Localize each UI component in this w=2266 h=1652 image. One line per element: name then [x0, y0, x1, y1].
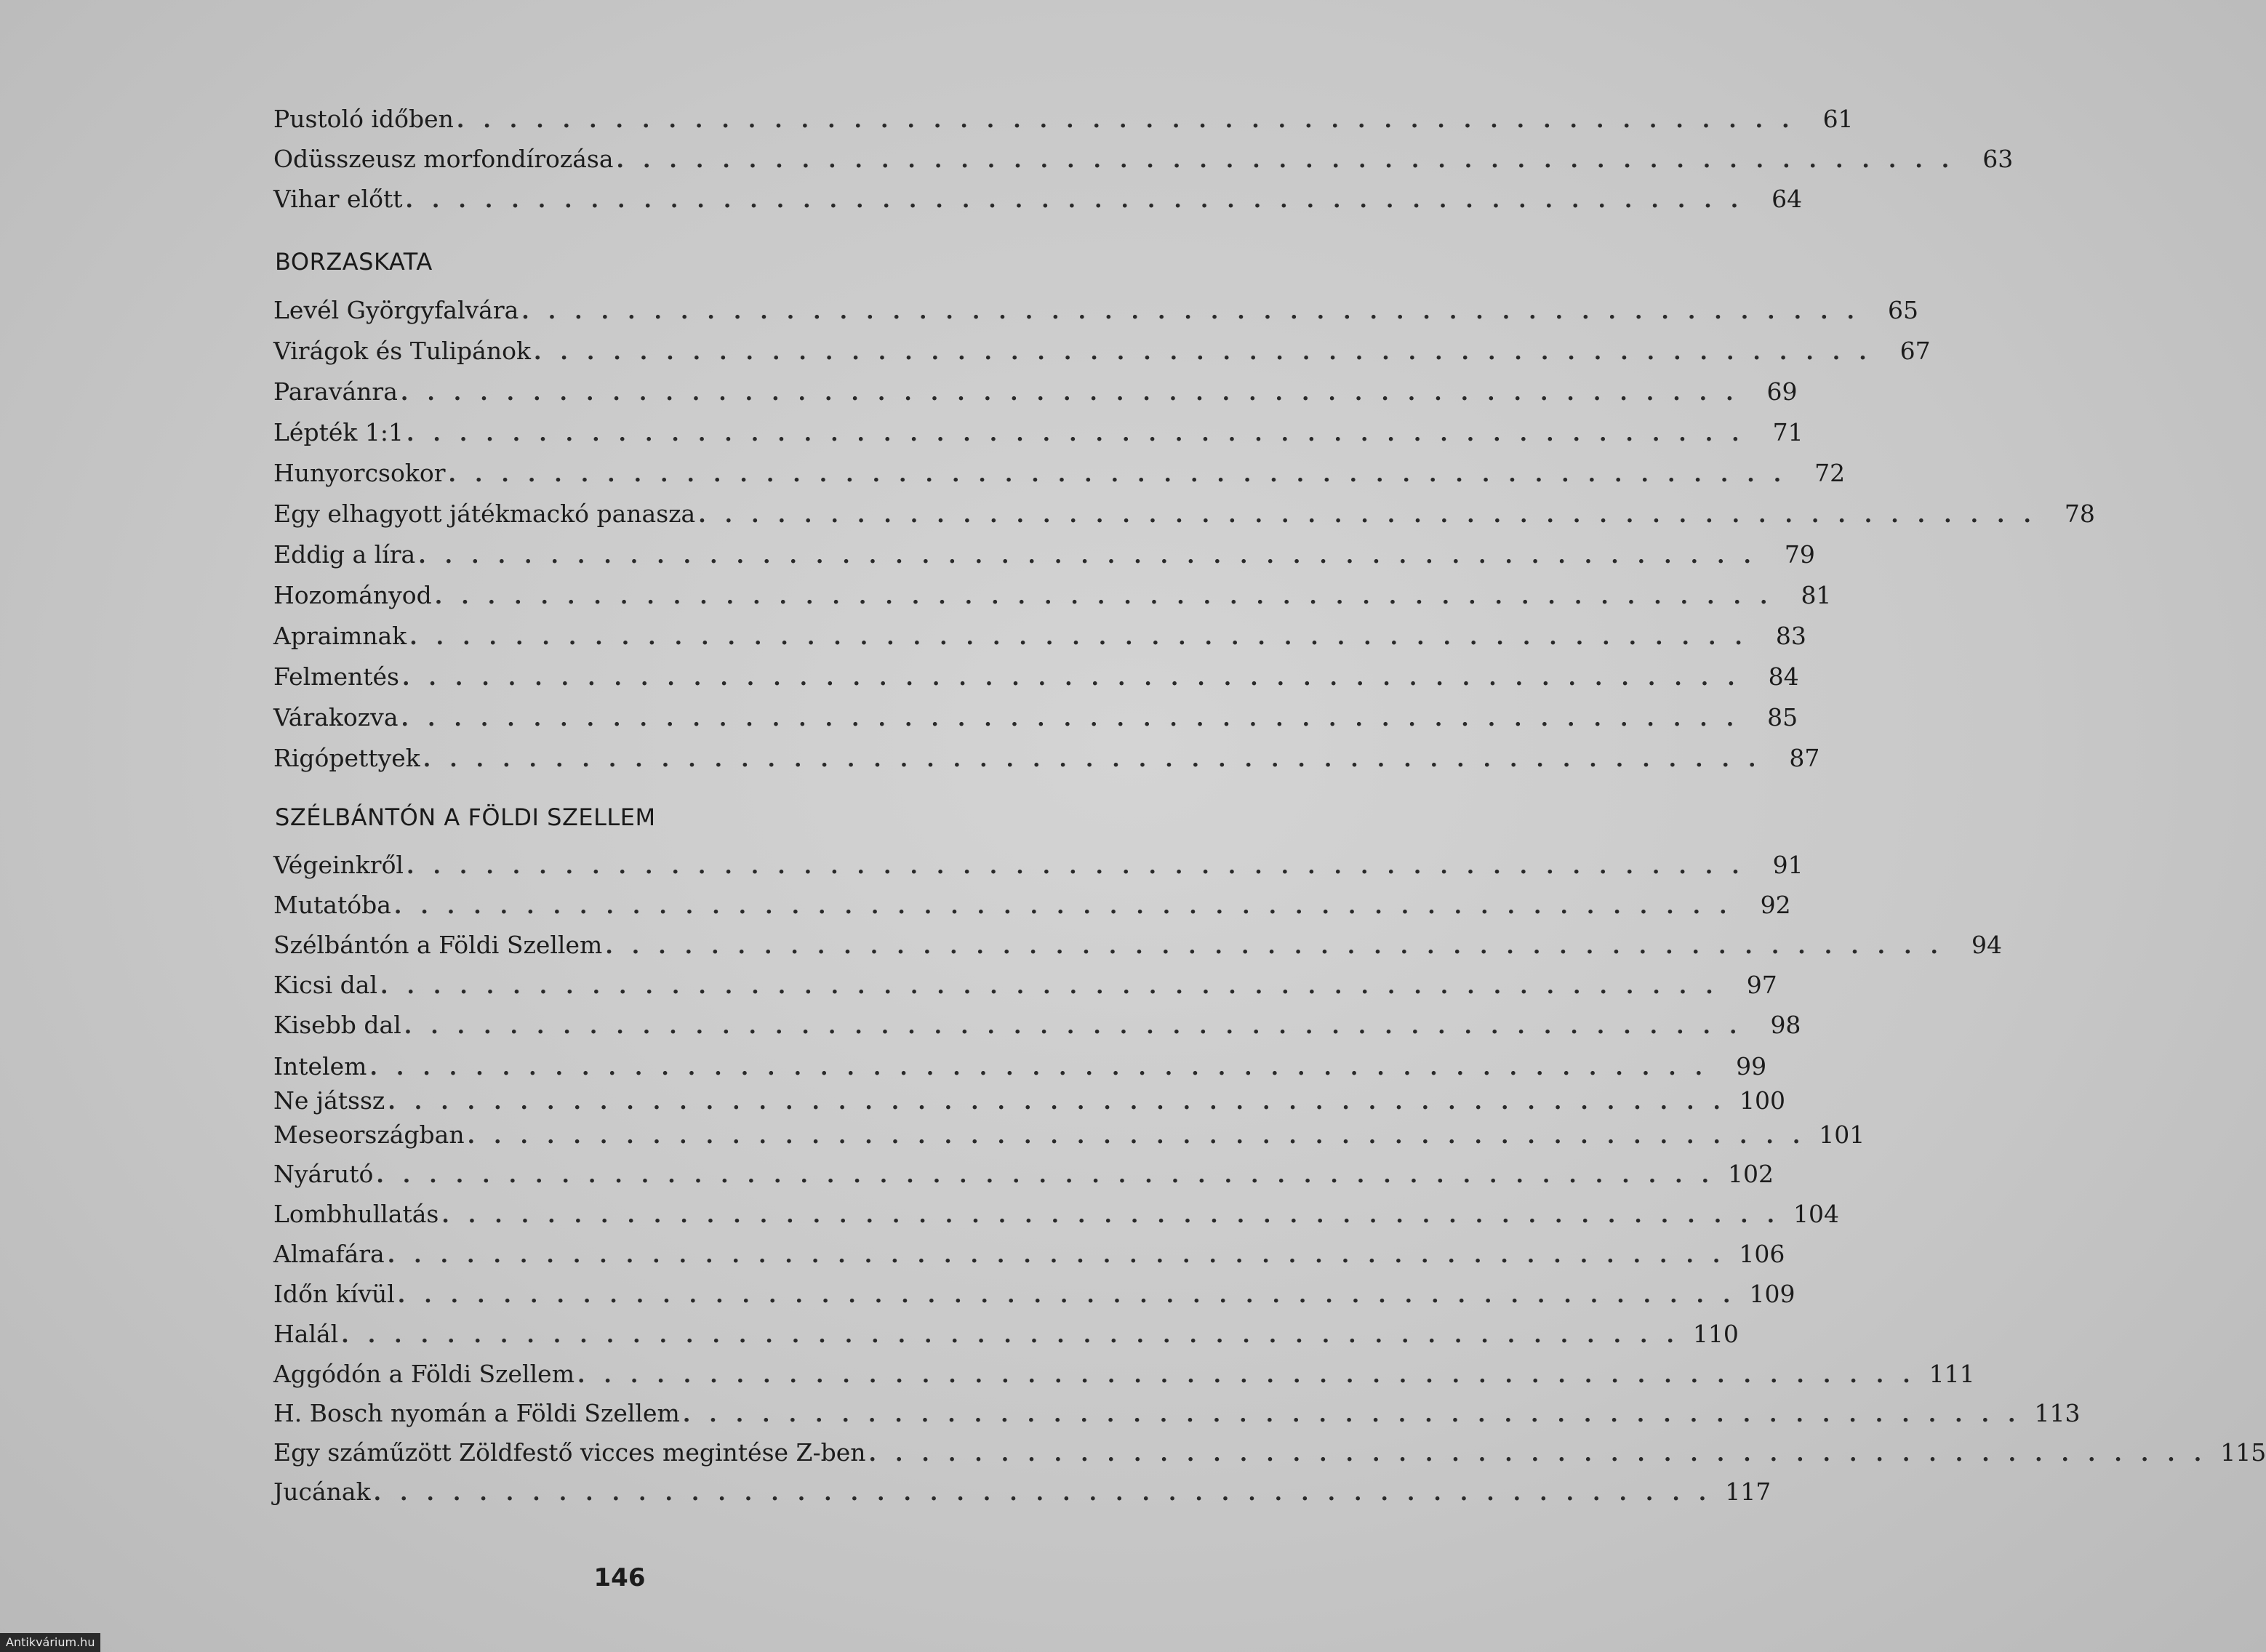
toc-entry: [273, 1118, 1865, 1152]
toc-entry: [273, 888, 1791, 923]
entry-page: 65: [1887, 296, 1918, 324]
dot-leader: ...................................................: [341, 1323, 1693, 1348]
toc-entry: [273, 142, 2014, 177]
entry-title: Hozományod: [273, 581, 432, 609]
dot-leader: ...................................................: [388, 1089, 1739, 1115]
dot-leader: ...................................................: [533, 340, 1886, 365]
entry-page: 99: [1736, 1052, 1767, 1080]
toc-entry: [273, 1157, 1774, 1192]
toc-entry: [273, 968, 1777, 1003]
entry-title: Mutatóba: [273, 891, 391, 919]
dot-leader: ...................................................: [401, 665, 1754, 691]
dot-leader: ...................................................: [423, 747, 1775, 772]
toc-entry: [273, 537, 1815, 572]
entry-title: Odüsszeusz morfondírozása: [273, 145, 614, 173]
toc-entry: [273, 497, 2095, 532]
entry-page: 84: [1768, 662, 1799, 691]
toc-entry: [273, 1357, 1975, 1392]
entry-title: Időn kívül: [273, 1280, 395, 1308]
toc-entry: [273, 928, 2002, 963]
entry-page: 92: [1760, 891, 1791, 919]
entry-page: 113: [2034, 1399, 2081, 1427]
dot-leader: ...................................................: [376, 1163, 1729, 1188]
entry-title: Egy száműzött Zöldfestő vicces megintése Z-ben: [273, 1438, 866, 1467]
dot-leader: ...................................................: [418, 543, 1770, 569]
entry-page: 109: [1749, 1280, 1795, 1308]
entry-page: 102: [1728, 1160, 1774, 1188]
dot-leader: ...................................................: [369, 1055, 1722, 1080]
entry-title: Eddig a líra: [273, 540, 416, 569]
dot-leader: ...................................................: [407, 854, 1758, 879]
entry-page: 97: [1746, 971, 1777, 999]
dot-leader: ...................................................: [868, 1441, 2221, 1467]
dot-leader: ...................................................: [456, 108, 1809, 133]
entry-title: Felmentés: [273, 662, 399, 691]
toc-entry: [273, 1197, 1840, 1232]
entry-page: 110: [1692, 1320, 1739, 1348]
entry-title: Meseországban: [273, 1120, 465, 1149]
toc-entry: [273, 1237, 1785, 1272]
entry-title: Hunyorcsokor: [273, 459, 446, 487]
dot-leader: ...................................................: [405, 188, 1758, 213]
dot-leader: ...................................................: [467, 1123, 1819, 1149]
entry-page: 63: [1982, 145, 2014, 173]
toc-entry: [273, 1435, 2266, 1470]
entry-title: Almafára: [273, 1240, 385, 1268]
dot-leader: ...................................................: [409, 625, 1761, 650]
dot-leader: ...................................................: [448, 462, 1801, 487]
toc-entry: [273, 1083, 1785, 1118]
entry-page: 100: [1739, 1086, 1785, 1115]
entry-title: Végeinkről: [273, 851, 404, 879]
toc-entry: [273, 102, 1854, 137]
entry-title: Kisebb dal: [273, 1011, 401, 1039]
entry-page: 101: [1819, 1120, 1865, 1149]
toc-entry: [273, 293, 1918, 328]
dot-leader: ...................................................: [682, 1402, 2035, 1427]
toc-entry: [273, 578, 1832, 613]
entry-page: 117: [1725, 1477, 1771, 1506]
entry-title: Lépték 1:1: [273, 418, 404, 446]
entry-title: Intelem: [273, 1052, 367, 1080]
entry-title: Pustoló időben: [273, 105, 454, 133]
entry-title: Virágok és Tulipánok: [273, 337, 531, 365]
table-of-contents: [273, 0, 2266, 1652]
entry-page: 85: [1767, 703, 1798, 731]
dot-leader: ...................................................: [605, 934, 1957, 959]
entry-title: Apraimnak: [273, 622, 407, 650]
entry-page: 106: [1739, 1240, 1785, 1268]
entry-page: 79: [1784, 540, 1815, 569]
dot-leader: ...................................................: [406, 421, 1758, 446]
dot-leader: ...................................................: [373, 1480, 1726, 1506]
entry-page: 98: [1770, 1011, 1801, 1039]
entry-title: Várakozva: [273, 703, 399, 731]
dot-leader: ...................................................: [404, 1014, 1756, 1039]
toc-entry: [273, 182, 1803, 217]
dot-leader: ...................................................: [616, 148, 1969, 173]
entry-title: Aggódón a Földi Szellem: [273, 1360, 574, 1388]
toc-entry: [273, 334, 1931, 369]
toc-entry: [273, 1049, 1767, 1084]
dot-leader: ...................................................: [401, 706, 1753, 731]
toc-entry: [273, 1277, 1795, 1312]
dot-leader: ...................................................: [521, 299, 1873, 324]
section-heading: BORZASKATA: [275, 248, 433, 276]
toc-entry: [273, 1317, 1739, 1352]
entry-title: Jucának: [273, 1477, 371, 1506]
dot-leader: ...................................................: [387, 1243, 1739, 1268]
entry-title: Kicsi dal: [273, 971, 378, 999]
entry-page: 111: [1929, 1360, 1975, 1388]
toc-entry: [273, 848, 1803, 883]
dot-leader: ...................................................: [380, 974, 1732, 999]
entry-title: Paravánra: [273, 377, 398, 406]
section-heading: SZÉLBÁNTÓN A FÖLDI SZELLEM: [275, 803, 656, 831]
entry-title: Vihar előtt: [273, 185, 403, 213]
entry-page: 104: [1793, 1200, 1840, 1228]
watermark: Antikvárium.hu: [0, 1633, 100, 1652]
toc-entry: [273, 374, 1798, 409]
toc-entry: [273, 700, 1798, 735]
toc-entry: [273, 741, 1820, 776]
entry-page: 94: [1971, 931, 2002, 959]
entry-page: 61: [1822, 105, 1854, 133]
entry-page: 83: [1775, 622, 1806, 650]
dot-leader: ...................................................: [441, 1203, 1794, 1228]
toc-entry: [273, 619, 1806, 654]
dot-leader: ...................................................: [400, 380, 1753, 406]
entry-page: 64: [1771, 185, 1803, 213]
dot-leader: ...................................................: [698, 502, 2050, 528]
dot-leader: ...................................................: [577, 1363, 1929, 1388]
toc-entry: [273, 415, 1803, 450]
entry-title: Egy elhagyott játékmackó panasza: [273, 500, 696, 528]
entry-page: 78: [2064, 500, 2095, 528]
dot-leader: ...................................................: [397, 1283, 1750, 1308]
entry-page: 91: [1772, 851, 1803, 879]
dot-leader: ...................................................: [393, 894, 1746, 919]
entry-page: 87: [1789, 744, 1820, 772]
toc-entry: [273, 659, 1799, 694]
entry-page: 71: [1772, 418, 1803, 446]
entry-title: Levél Györgyfalvára: [273, 296, 519, 324]
entry-title: H. Bosch nyomán a Földi Szellem: [273, 1399, 680, 1427]
entry-title: Nyárutó: [273, 1160, 374, 1188]
entry-title: Rigópettyek: [273, 744, 420, 772]
entry-page: 67: [1899, 337, 1931, 365]
toc-entry: [273, 1008, 1801, 1043]
entry-title: Ne játssz: [273, 1086, 385, 1115]
entry-title: Lombhullatás: [273, 1200, 439, 1228]
entry-page: 72: [1814, 459, 1846, 487]
toc-entry: [273, 1396, 2081, 1431]
dot-leader: ...................................................: [434, 584, 1787, 609]
toc-entry: [273, 456, 1846, 491]
page-number: 146: [593, 1563, 646, 1592]
entry-page: 115: [2220, 1438, 2266, 1467]
entry-page: 69: [1766, 377, 1798, 406]
entry-title: Szélbántón a Földi Szellem: [273, 931, 603, 959]
toc-entry: [273, 1475, 1771, 1509]
entry-title: Halál: [273, 1320, 339, 1348]
entry-page: 81: [1801, 581, 1832, 609]
